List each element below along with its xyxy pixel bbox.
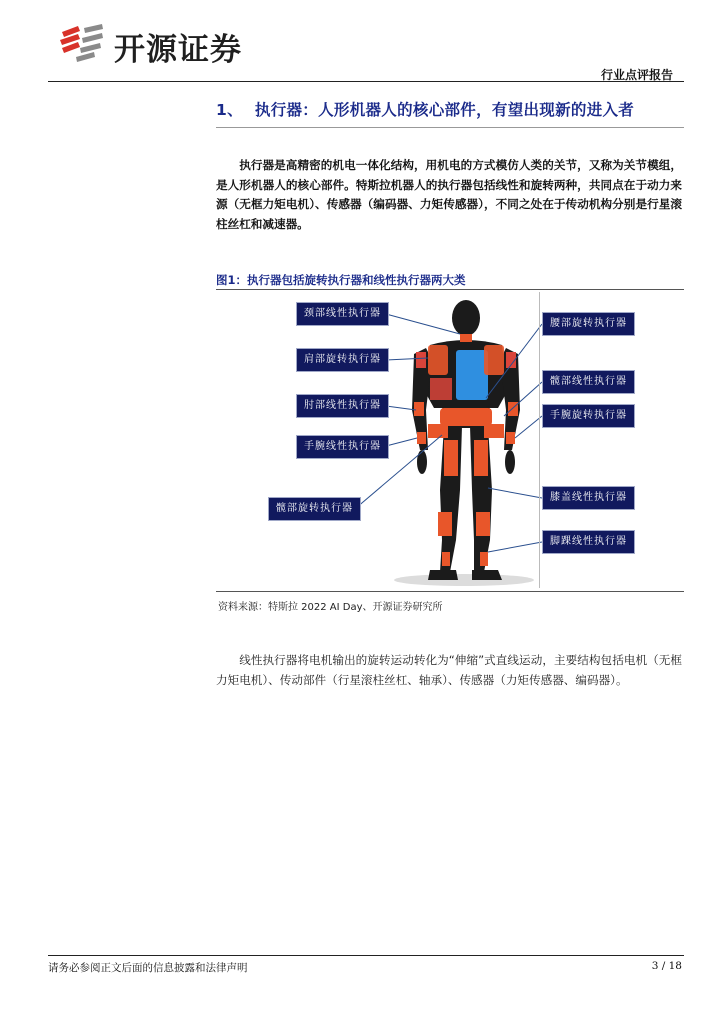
section-number: 1、 bbox=[216, 101, 243, 119]
label-neck-linear-actuator: 颈部线性执行器 bbox=[296, 302, 389, 326]
figure-title: 图1：执行器包括旋转执行器和线性执行器两大类 bbox=[216, 273, 466, 287]
section-title: 执行器：人形机器人的核心部件，有望出现新的进入者 bbox=[254, 101, 635, 119]
footer-divider bbox=[48, 955, 684, 956]
label-waist-rotary-actuator: 腰部旋转执行器 bbox=[542, 312, 635, 336]
torso-battery bbox=[456, 350, 488, 400]
body-paragraph-1: 执行器是高精密的机电一体化结构，用机电的方式模仿人类的关节，又称为关节模组，是人形机器人的核心部件。特斯拉机器人的执行器包括线性和旋转两种，共同点在于动力来源（无框力矩电机）、传感器（编码器、力矩传感器），不同之处在于传动机构分别是行星滚柱丝杠和减速器。 bbox=[216, 158, 682, 231]
figure-bottom-divider bbox=[216, 591, 684, 592]
footer-disclaimer: 请务必参阅正文后面的信息披露和法律声明 bbox=[48, 962, 248, 974]
body-paragraph-2: 线性执行器将电机输出的旋转运动转化为“伸缩”式直线运动，主要结构包括电机（无框力矩电机）、传动部件（行星滚柱丝杠、轴承）、传感器（力矩传感器、编码器）。 bbox=[216, 653, 682, 687]
logo-mark-icon bbox=[58, 22, 108, 64]
label-hip-rotary-actuator: 髋部旋转执行器 bbox=[268, 497, 361, 521]
floor-shadow bbox=[394, 574, 534, 586]
section-divider bbox=[216, 127, 684, 128]
header-divider bbox=[48, 81, 684, 82]
company-logo bbox=[58, 22, 278, 68]
label-wrist-rotary-actuator: 手腕旋转执行器 bbox=[542, 404, 635, 428]
label-hip-linear-actuator: 髋部线性执行器 bbox=[542, 370, 635, 394]
figure-column-divider bbox=[539, 292, 540, 588]
page-number: 3 / 18 bbox=[651, 960, 682, 972]
label-knee-linear-actuator: 膝盖线性执行器 bbox=[542, 486, 635, 510]
label-elbow-linear-actuator: 肘部线性执行器 bbox=[296, 394, 389, 418]
report-type-label: 行业点评报告 bbox=[600, 68, 673, 82]
company-name: 开源证券 bbox=[114, 32, 242, 68]
label-wrist-linear-actuator: 手腕线性执行器 bbox=[296, 435, 389, 459]
section-heading bbox=[216, 98, 634, 120]
label-shoulder-rotary-actuator: 肩部旋转执行器 bbox=[296, 348, 389, 372]
label-ankle-linear-actuator: 脚踝线性执行器 bbox=[542, 530, 635, 554]
figure-source: 资料来源：特斯拉 2022 AI Day、开源证券研究所 bbox=[218, 602, 443, 613]
